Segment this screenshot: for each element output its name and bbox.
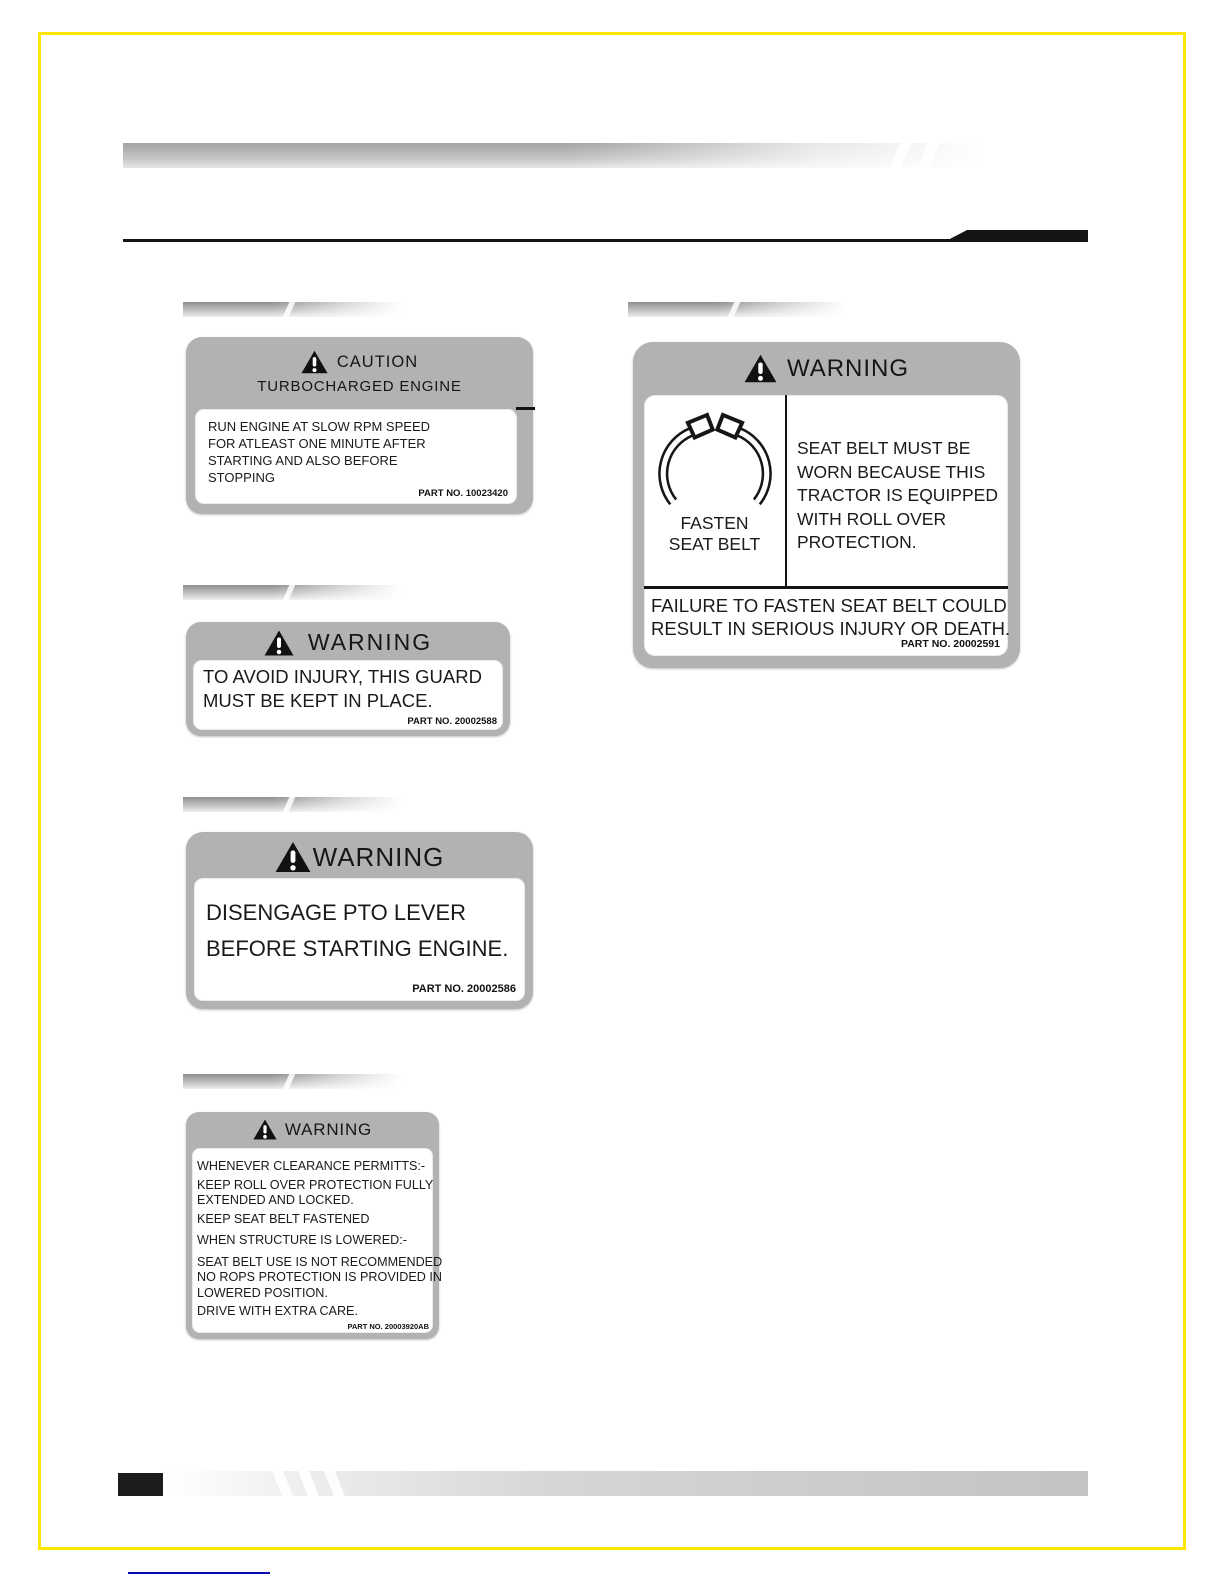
body-line: BEFORE STARTING ENGINE. (206, 936, 509, 961)
decal-seatbelt-warning (633, 342, 1020, 668)
decal-body (194, 878, 525, 1001)
footer-slash-mark (271, 1469, 294, 1498)
body-line: WHENEVER CLEARANCE PERMITTS:- (197, 1159, 426, 1173)
body-line: STARTING AND ALSO BEFORE (208, 453, 398, 468)
decal-pto-warning (186, 832, 533, 1009)
body-line: SEAT BELT MUST BE (797, 438, 971, 458)
seatbelt-footer-text (644, 589, 1011, 640)
body-line: NO ROPS PROTECTION IS PROVIDED IN (197, 1270, 442, 1284)
part-number: PART NO. 20003920AB (347, 1322, 429, 1331)
body-line: LOWERED POSITION. (197, 1285, 328, 1300)
body-line: EXTENDED AND LOCKED. (197, 1193, 354, 1207)
body-line: WORN BECAUSE THIS (797, 461, 986, 482)
body-line: WITH ROLL OVER (797, 508, 947, 529)
section-bar (183, 585, 402, 600)
decal-header (186, 622, 510, 656)
decal-body (644, 395, 1011, 656)
header-rule-tab (944, 230, 1088, 242)
decal-heading: CAUTION (336, 352, 419, 371)
body-line: TRACTOR IS EQUIPPED (797, 485, 998, 505)
header-gradient-bar (123, 143, 1013, 168)
decal-header (186, 832, 533, 873)
header-rule-line (123, 239, 1088, 242)
decal-heading: WARNING (786, 354, 910, 382)
warning-triangle-icon (264, 630, 294, 656)
seat-belt-icon (657, 407, 773, 511)
body-line: RUN ENGINE AT SLOW RPM SPEED (208, 419, 431, 434)
body-line: WHEN STRUCTURE IS LOWERED:- (197, 1233, 407, 1247)
decal-header (186, 1112, 439, 1140)
decal-guard-warning (186, 622, 510, 736)
body-line: KEEP SEAT BELT FASTENED (197, 1211, 370, 1226)
belt-caption-line: FASTEN (680, 513, 749, 533)
warning-triangle-icon (301, 350, 328, 374)
body-line: SEAT BELT USE IS NOT RECOMMENDED (197, 1254, 443, 1269)
decal-header (186, 337, 533, 395)
body-line: TO AVOID INJURY, THIS GUARD (203, 666, 482, 687)
body-line: FOR ATLEAST ONE MINUTE AFTER (208, 436, 426, 451)
warning-triangle-icon (275, 841, 311, 873)
decal-edge-tick (516, 407, 535, 410)
decal-heading: WARNING (312, 841, 445, 872)
section-bar (628, 302, 847, 317)
decal-body (195, 409, 517, 504)
decal-body (193, 660, 503, 730)
section-bar (183, 797, 402, 812)
part-number: PART NO. 20002586 (412, 983, 516, 995)
decal-turbo-caution (186, 337, 533, 514)
warning-triangle-icon (744, 354, 777, 383)
part-number: PART NO. 20002591 (900, 638, 1000, 650)
header-bar-fade (123, 143, 1013, 168)
section-bar (183, 302, 402, 317)
body-line: STOPPING (208, 470, 275, 485)
seatbelt-pictogram-cell (644, 395, 787, 586)
section-bar (183, 1074, 402, 1089)
footer-page-block (118, 1473, 163, 1496)
decal-header (633, 342, 1020, 383)
decal-rops-warning (186, 1112, 443, 1339)
body-line: DISENGAGE PTO LEVER (206, 900, 467, 925)
decal-body (192, 1148, 443, 1333)
body-line: PROTECTION. (797, 532, 917, 552)
warning-triangle-icon (253, 1119, 277, 1140)
part-number: PART NO. 10023420 (418, 488, 508, 499)
decal-subheading: TURBOCHARGED ENGINE (257, 378, 462, 395)
decal-heading: WARNING (307, 629, 433, 655)
footer-slash-mark (297, 1469, 320, 1498)
belt-caption-line: SEAT BELT (668, 534, 761, 554)
footer-slash-mark (323, 1469, 346, 1498)
part-number: PART NO. 20002588 (407, 716, 497, 727)
body-line: KEEP ROLL OVER PROTECTION FULLY (197, 1177, 434, 1192)
body-line: FAILURE TO FASTEN SEAT BELT COULD (651, 595, 1007, 616)
body-line: RESULT IN SERIOUS INJURY OR DEATH. (651, 618, 1011, 639)
decal-heading: WARNING (284, 1119, 373, 1139)
seatbelt-message-cell (787, 395, 1008, 586)
footer-gradient-bar (165, 1471, 1088, 1496)
body-line: DRIVE WITH EXTRA CARE. (197, 1304, 358, 1318)
body-line: MUST BE KEPT IN PLACE. (203, 690, 433, 711)
bottom-link-underline (128, 1572, 270, 1574)
